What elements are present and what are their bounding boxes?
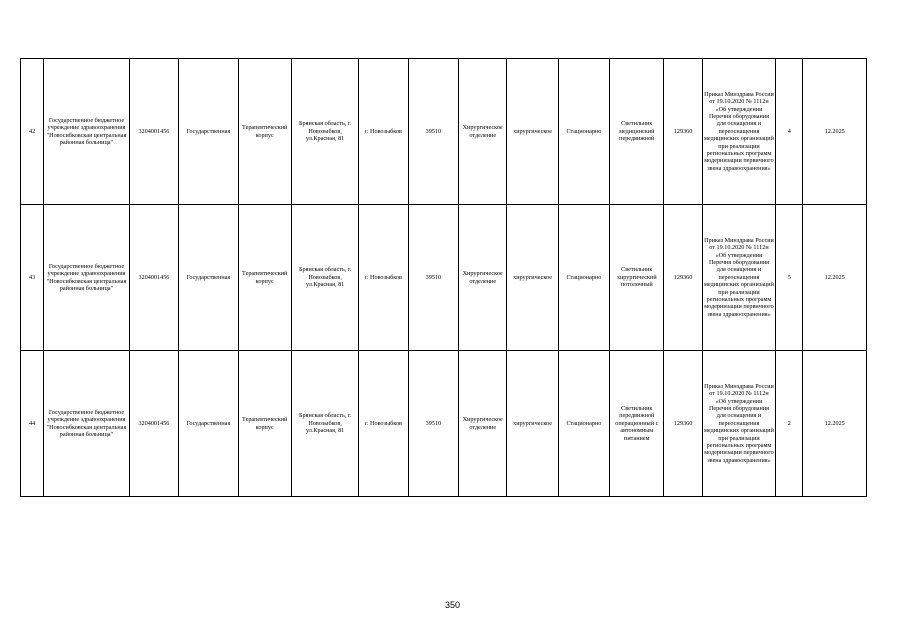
building-cell: Терапевтический корпус [238, 351, 291, 497]
department-cell: Хирургическое отделение [459, 351, 507, 497]
row-number: 44 [21, 351, 44, 497]
organization-name: Государственное бюджетное учреждение здравоохранения "Новосибковская центральная районная больница" [44, 59, 130, 205]
date-cell: 12.2025 [803, 205, 867, 351]
ownership-cell: Государственная [179, 205, 238, 351]
table-row [21, 205, 867, 351]
profile-cell: хирургическое [507, 205, 558, 351]
code-cell: 39510 [408, 59, 458, 205]
table-row [21, 59, 867, 205]
order-cell: Приказ Минздрава России от 19.10.2020 № 1112н «Об утверждении Перечня оборудования для оснащения и переоснащения медицинских организаций при реализации региональных программ модернизации первичного звена здравоохранения» [702, 351, 776, 497]
condition-cell: Стационарно [558, 59, 609, 205]
department-cell: Хирургическое отделение [459, 205, 507, 351]
quantity-cell: 4 [776, 59, 803, 205]
ownership-cell: Государственная [179, 59, 238, 205]
profile-cell: хирургическое [507, 351, 558, 497]
condition-cell: Стационарно [558, 205, 609, 351]
city-cell: г. Новозыбков [359, 205, 408, 351]
ownership-cell: Государственная [179, 351, 238, 497]
row-number: 43 [21, 205, 44, 351]
equipment-cell: Светильник хирургический потолочный [610, 205, 664, 351]
condition-cell: Стационарно [558, 351, 609, 497]
inn-cell: 3204001456 [129, 351, 178, 497]
equipment-cell: Светильник передвижной операционный с автономным питанием [610, 351, 664, 497]
building-cell: Терапевтический корпус [238, 205, 291, 351]
organization-name: Государственное бюджетное учреждение здравоохранения "Новосибковская центральная районная больница" [44, 351, 130, 497]
inn-cell: 3204001456 [129, 205, 178, 351]
city-cell: г. Новозыбков [359, 59, 408, 205]
equipment-code-cell: 129360 [664, 351, 702, 497]
quantity-cell: 2 [776, 351, 803, 497]
table-row [21, 351, 867, 497]
order-cell: Приказ Минздрава России от 19.10.2020 № 1112н «Об утверждении Перечня оборудования для оснащения и переоснащения медицинских организаций при реализации региональных программ модернизации первичного звена здравоохранения» [702, 205, 776, 351]
code-cell: 39510 [408, 205, 458, 351]
date-cell: 12.2025 [803, 59, 867, 205]
row-number: 42 [21, 59, 44, 205]
order-cell: Приказ Минздрава России от 19.10.2020 № 1112н «Об утверждении Перечня оборудования для оснащения и переоснащения медицинских организаций при реализации региональных программ модернизации первичного звена здравоохранения» [702, 59, 776, 205]
page-number: 350 [444, 600, 461, 610]
equipment-cell: Светильник медицинский передвижной [610, 59, 664, 205]
date-cell: 12.2025 [803, 351, 867, 497]
equipment-code-cell: 129360 [664, 59, 702, 205]
building-cell: Терапевтический корпус [238, 59, 291, 205]
code-cell: 39510 [408, 351, 458, 497]
department-cell: Хирургическое отделение [459, 59, 507, 205]
inn-cell: 3204001456 [129, 59, 178, 205]
city-cell: г. Новозыбков [359, 351, 408, 497]
profile-cell: хирургическое [507, 59, 558, 205]
equipment-code-cell: 129360 [664, 205, 702, 351]
quantity-cell: 5 [776, 205, 803, 351]
address-cell: Брянская область, г. Новозыбков, ул.Красная, 81 [291, 59, 358, 205]
equipment-table [20, 58, 867, 497]
address-cell: Брянская область, г. Новозыбков, ул.Красная, 81 [291, 351, 358, 497]
address-cell: Брянская область, г. Новозыбков, ул.Красная, 81 [291, 205, 358, 351]
organization-name: Государственное бюджетное учреждение здравоохранения "Новосибковская центральная районная больница" [44, 205, 130, 351]
